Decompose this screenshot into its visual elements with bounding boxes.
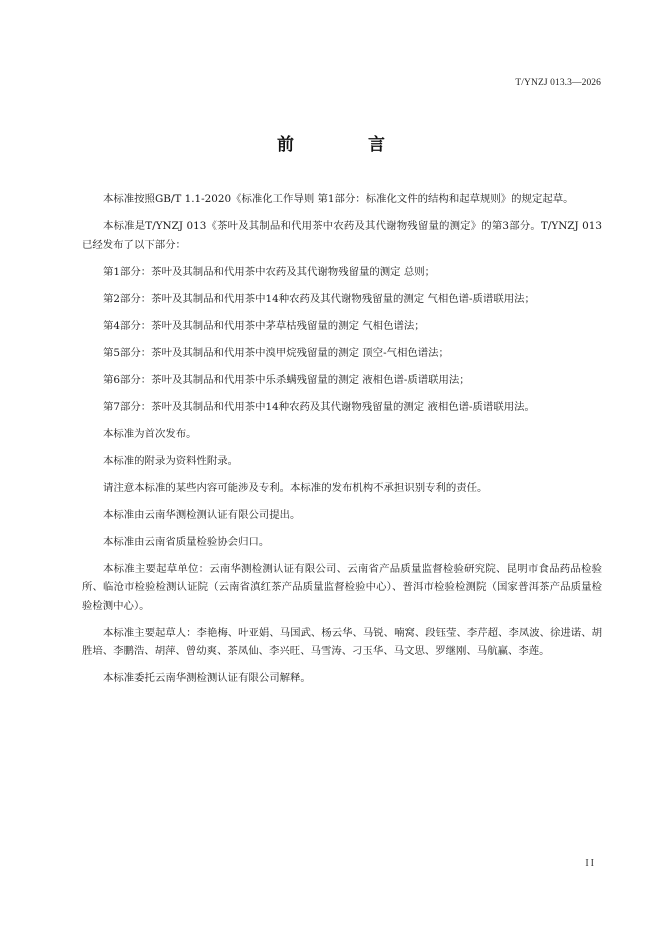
paragraph-drafting-rules: 本标准按照GB/T 1.1-2020《标准化工作导则 第1部分：标准化文件的结构和起草规则》的规定起草。: [103, 193, 574, 205]
paragraph-patent-notice: 请注意本标准的某些内容可能涉及专利。本标准的发布机构不承担识别专利的责任。: [103, 481, 488, 494]
paragraph-interpretation: 本标准委托云南华测检测认证有限公司解释。: [103, 672, 311, 684]
paragraph-series-intro: 本标准是T/YNZJ 013《茶叶及其制品和代用茶中农药及其代谢物残留量的测定》的第3部分。T/YNZJ 013已经发布了以下部分：: [82, 220, 602, 251]
paragraph-part-4: 第4部分：茶叶及其制品和代用茶中茅草枯残留量的测定 气相色谱法；: [103, 319, 425, 332]
paragraph-part-6: 第6部分：茶叶及其制品和代用茶中乐杀螨残留量的测定 液相色谱-质谱联用法；: [103, 373, 470, 386]
paragraph-part-7: 第7部分：茶叶及其制品和代用茶中14种农药及其代谢物残留量的测定 液相色谱-质谱联用法。: [103, 400, 535, 413]
paragraph-part-2: 第2部分：茶叶及其制品和代用茶中14种农药及其代谢物残留量的测定 气相色谱-质谱联用法；: [103, 292, 535, 305]
paragraph-part-5: 第5部分：茶叶及其制品和代用茶中溴甲烷残留量的测定 顶空-气相色谱法；: [103, 346, 449, 359]
standard-code: T/YNZJ 013.3—2026: [515, 78, 601, 88]
paragraph-appendix: 本标准的附录为资料性附录。: [103, 454, 239, 467]
page-title: 前 言: [277, 135, 419, 155]
paragraph-centralized-by: 本标准由云南省质量检验协会归口。: [103, 535, 270, 548]
paragraph-proposer: 本标准由云南华测检测认证有限公司提出。: [103, 508, 301, 521]
paragraph-drafters: 本标准主要起草人：李艳梅、叶亚娟、马国武、杨云华、马锐、喃窝、段钰莹、李芹超、李凤波、徐进诺、胡胜培、李鹏浩、胡萍、曾幼爽、茶凤仙、李兴旺、马雪涛、刁玉华、马文思、罗继刚、马航赢、李莲。: [82, 626, 602, 657]
paragraph-part-1: 第1部分：茶叶及其制品和代用茶中农药及其代谢物残留量的测定 总则；: [103, 265, 436, 278]
paragraph-first-release: 本标准为首次发布。: [103, 427, 197, 440]
page-number: II: [585, 858, 596, 869]
paragraph-drafting-units: 本标准主要起草单位：云南华测检测认证有限公司、云南省产品质量监督检验研究院、昆明市食品药品检验所、临沧市检验检测认证院（云南省滇红茶产品质量监督检验中心）、普洱市检验检测院（国家普洱茶产品质量检验检测中心）。: [82, 562, 602, 612]
foreword-body: [82, 190, 602, 696]
